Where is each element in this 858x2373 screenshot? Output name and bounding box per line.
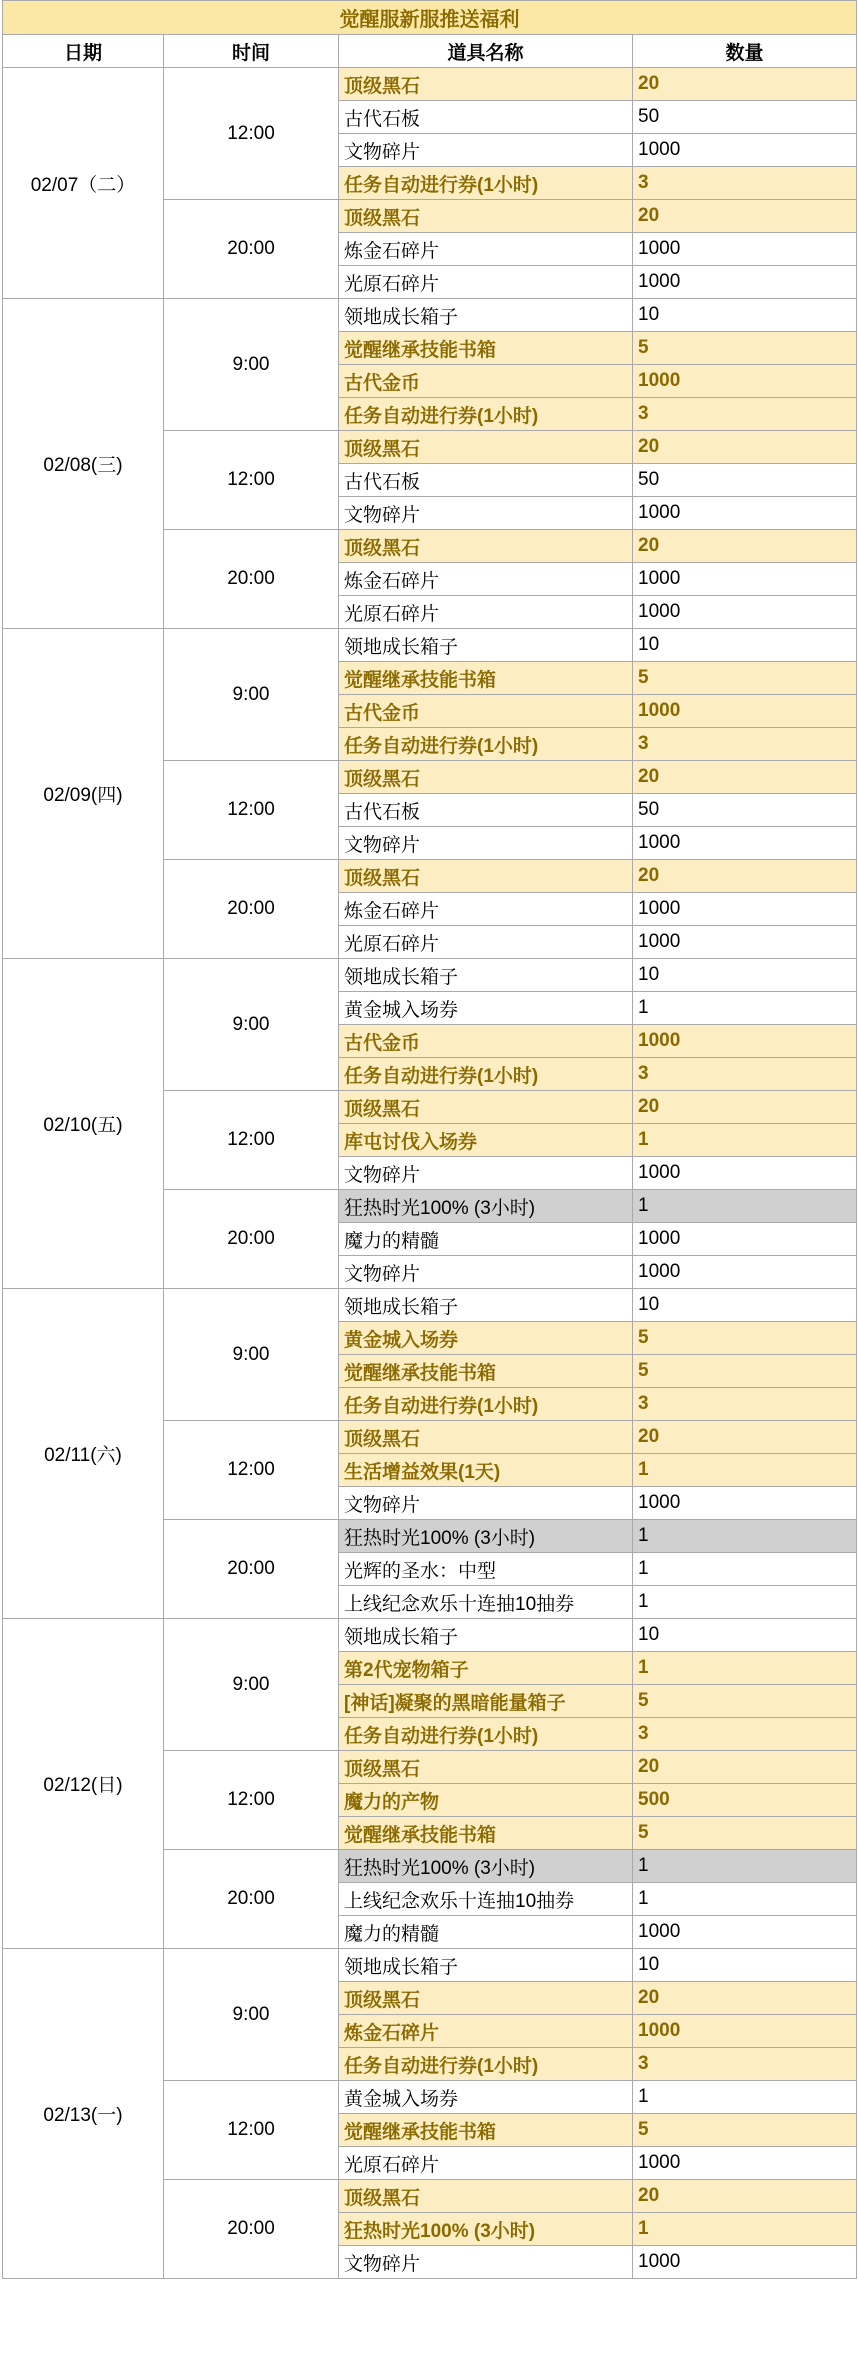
item-qty-cell: 5	[633, 332, 857, 365]
item-qty-cell: 1000	[633, 1223, 857, 1256]
item-name-cell: 领地成长箱子	[339, 629, 633, 662]
item-name-cell: 顶级黑石	[339, 2180, 633, 2213]
item-name-cell: 顶级黑石	[339, 860, 633, 893]
item-qty-cell: 50	[633, 464, 857, 497]
item-qty-cell: 5	[633, 662, 857, 695]
item-name-cell: 任务自动进行券(1小时)	[339, 398, 633, 431]
rewards-table	[2, 0, 857, 2279]
item-qty-cell: 3	[633, 1388, 857, 1421]
date-cell: 02/09(四)	[3, 629, 164, 959]
item-name-cell: 狂热时光100% (3小时)	[339, 1520, 633, 1553]
item-name-cell: 任务自动进行券(1小时)	[339, 167, 633, 200]
item-name-cell: 狂热时光100% (3小时)	[339, 1850, 633, 1883]
date-cell: 02/11(六)	[3, 1289, 164, 1619]
item-name-cell: 魔力的精髓	[339, 1916, 633, 1949]
time-cell: 12:00	[164, 1751, 339, 1850]
item-name-cell: 文物碎片	[339, 1487, 633, 1520]
item-qty-cell: 1000	[633, 926, 857, 959]
item-qty-cell: 1	[633, 1586, 857, 1619]
date-cell: 02/12(日)	[3, 1619, 164, 1949]
item-qty-cell: 1000	[633, 497, 857, 530]
item-qty-cell: 5	[633, 1355, 857, 1388]
item-name-cell: 顶级黑石	[339, 1421, 633, 1454]
item-name-cell: 炼金石碎片	[339, 893, 633, 926]
item-qty-cell: 1	[633, 1850, 857, 1883]
item-name-cell: 任务自动进行券(1小时)	[339, 1058, 633, 1091]
item-qty-cell: 3	[633, 2048, 857, 2081]
item-qty-cell: 1000	[633, 2147, 857, 2180]
date-cell: 02/07（二）	[3, 68, 164, 299]
item-name-cell: 觉醒继承技能书箱	[339, 1817, 633, 1850]
time-cell: 12:00	[164, 68, 339, 200]
table-row	[3, 629, 857, 662]
item-qty-cell: 1000	[633, 134, 857, 167]
time-cell: 9:00	[164, 959, 339, 1091]
item-name-cell: 顶级黑石	[339, 1751, 633, 1784]
item-name-cell: 古代石板	[339, 794, 633, 827]
item-qty-cell: 3	[633, 167, 857, 200]
item-qty-cell: 20	[633, 68, 857, 101]
item-name-cell: 文物碎片	[339, 2246, 633, 2279]
time-cell: 20:00	[164, 1850, 339, 1949]
time-cell: 12:00	[164, 1421, 339, 1520]
item-name-cell: 觉醒继承技能书箱	[339, 1355, 633, 1388]
time-cell: 9:00	[164, 1619, 339, 1751]
item-name-cell: 顶级黑石	[339, 1982, 633, 2015]
item-qty-cell: 50	[633, 101, 857, 134]
item-name-cell: 任务自动进行券(1小时)	[339, 1718, 633, 1751]
item-name-cell: 觉醒继承技能书箱	[339, 332, 633, 365]
item-qty-cell: 20	[633, 431, 857, 464]
item-name-cell: 顶级黑石	[339, 431, 633, 464]
item-name-cell: [神话]凝聚的黑暗能量箱子	[339, 1685, 633, 1718]
item-qty-cell: 1000	[633, 1916, 857, 1949]
item-qty-cell: 3	[633, 728, 857, 761]
item-qty-cell: 5	[633, 1322, 857, 1355]
item-qty-cell: 1000	[633, 365, 857, 398]
item-name-cell: 古代石板	[339, 464, 633, 497]
item-name-cell: 狂热时光100% (3小时)	[339, 2213, 633, 2246]
item-qty-cell: 1000	[633, 1487, 857, 1520]
item-qty-cell: 20	[633, 1091, 857, 1124]
item-name-cell: 上线纪念欢乐十连抽10抽券	[339, 1586, 633, 1619]
item-name-cell: 光原石碎片	[339, 266, 633, 299]
header-time: 时间	[164, 35, 339, 68]
item-qty-cell: 1000	[633, 2246, 857, 2279]
title-row	[3, 1, 857, 35]
item-qty-cell: 1000	[633, 266, 857, 299]
item-name-cell: 古代石板	[339, 101, 633, 134]
time-cell: 9:00	[164, 1289, 339, 1421]
item-qty-cell: 5	[633, 1817, 857, 1850]
item-qty-cell: 3	[633, 1058, 857, 1091]
item-qty-cell: 5	[633, 1685, 857, 1718]
date-cell: 02/13(一)	[3, 1949, 164, 2279]
date-cell: 02/10(五)	[3, 959, 164, 1289]
table-row	[3, 299, 857, 332]
item-name-cell: 文物碎片	[339, 497, 633, 530]
item-name-cell: 狂热时光100% (3小时)	[339, 1190, 633, 1223]
item-name-cell: 光原石碎片	[339, 2147, 633, 2180]
item-qty-cell: 5	[633, 2114, 857, 2147]
item-qty-cell: 20	[633, 1421, 857, 1454]
item-name-cell: 顶级黑石	[339, 761, 633, 794]
table-row	[3, 959, 857, 992]
header-item: 道具名称	[339, 35, 633, 68]
item-qty-cell: 1000	[633, 233, 857, 266]
item-name-cell: 顶级黑石	[339, 1091, 633, 1124]
item-name-cell: 文物碎片	[339, 1157, 633, 1190]
item-qty-cell: 1000	[633, 695, 857, 728]
item-name-cell: 黄金城入场券	[339, 1322, 633, 1355]
item-qty-cell: 1	[633, 1883, 857, 1916]
item-qty-cell: 1	[633, 992, 857, 1025]
item-qty-cell: 1000	[633, 893, 857, 926]
table-title: 觉醒服新服推送福利	[3, 1, 857, 35]
time-cell: 20:00	[164, 1190, 339, 1289]
item-name-cell: 黄金城入场券	[339, 992, 633, 1025]
item-name-cell: 魔力的精髓	[339, 1223, 633, 1256]
item-qty-cell: 20	[633, 1982, 857, 2015]
item-qty-cell: 1	[633, 1652, 857, 1685]
item-name-cell: 黄金城入场券	[339, 2081, 633, 2114]
item-qty-cell: 1000	[633, 1025, 857, 1058]
item-name-cell: 领地成长箱子	[339, 1949, 633, 1982]
table-row	[3, 1949, 857, 1982]
item-name-cell: 领地成长箱子	[339, 959, 633, 992]
item-name-cell: 任务自动进行券(1小时)	[339, 2048, 633, 2081]
item-name-cell: 领地成长箱子	[339, 1289, 633, 1322]
item-name-cell: 顶级黑石	[339, 68, 633, 101]
item-qty-cell: 1	[633, 2213, 857, 2246]
item-name-cell: 任务自动进行券(1小时)	[339, 728, 633, 761]
item-name-cell: 炼金石碎片	[339, 2015, 633, 2048]
item-name-cell: 生活增益效果(1天)	[339, 1454, 633, 1487]
time-cell: 9:00	[164, 299, 339, 431]
item-name-cell: 库屯讨伐入场券	[339, 1124, 633, 1157]
item-qty-cell: 20	[633, 1751, 857, 1784]
item-qty-cell: 1000	[633, 596, 857, 629]
item-qty-cell: 1	[633, 2081, 857, 2114]
item-qty-cell: 3	[633, 398, 857, 431]
item-qty-cell: 10	[633, 629, 857, 662]
header-qty: 数量	[633, 35, 857, 68]
time-cell: 20:00	[164, 530, 339, 629]
table-row	[3, 1289, 857, 1322]
item-name-cell: 魔力的产物	[339, 1784, 633, 1817]
table-body	[3, 68, 857, 2279]
item-name-cell: 任务自动进行券(1小时)	[339, 1388, 633, 1421]
item-qty-cell: 3	[633, 1718, 857, 1751]
item-name-cell: 顶级黑石	[339, 530, 633, 563]
item-name-cell: 古代金币	[339, 365, 633, 398]
time-cell: 9:00	[164, 629, 339, 761]
item-qty-cell: 1	[633, 1553, 857, 1586]
item-name-cell: 顶级黑石	[339, 200, 633, 233]
item-qty-cell: 20	[633, 761, 857, 794]
time-cell: 9:00	[164, 1949, 339, 2081]
item-qty-cell: 10	[633, 299, 857, 332]
time-cell: 20:00	[164, 1520, 339, 1619]
item-name-cell: 光辉的圣水：中型	[339, 1553, 633, 1586]
time-cell: 20:00	[164, 860, 339, 959]
item-qty-cell: 20	[633, 200, 857, 233]
item-qty-cell: 10	[633, 959, 857, 992]
item-name-cell: 光原石碎片	[339, 926, 633, 959]
item-qty-cell: 1000	[633, 1157, 857, 1190]
item-name-cell: 文物碎片	[339, 134, 633, 167]
header-date: 日期	[3, 35, 164, 68]
item-name-cell: 炼金石碎片	[339, 563, 633, 596]
item-qty-cell: 1	[633, 1520, 857, 1553]
date-cell: 02/08(三)	[3, 299, 164, 629]
item-qty-cell: 1000	[633, 1256, 857, 1289]
table-row	[3, 68, 857, 101]
item-qty-cell: 1	[633, 1454, 857, 1487]
time-cell: 12:00	[164, 2081, 339, 2180]
item-qty-cell: 1000	[633, 563, 857, 596]
time-cell: 12:00	[164, 1091, 339, 1190]
item-name-cell: 觉醒继承技能书箱	[339, 662, 633, 695]
item-name-cell: 文物碎片	[339, 827, 633, 860]
item-qty-cell: 1	[633, 1190, 857, 1223]
item-qty-cell: 20	[633, 2180, 857, 2213]
item-name-cell: 上线纪念欢乐十连抽10抽券	[339, 1883, 633, 1916]
time-cell: 20:00	[164, 2180, 339, 2279]
item-name-cell: 领地成长箱子	[339, 299, 633, 332]
item-qty-cell: 500	[633, 1784, 857, 1817]
time-cell: 12:00	[164, 431, 339, 530]
table-row	[3, 1619, 857, 1652]
item-name-cell: 炼金石碎片	[339, 233, 633, 266]
item-qty-cell: 50	[633, 794, 857, 827]
item-name-cell: 古代金币	[339, 695, 633, 728]
item-qty-cell: 1000	[633, 827, 857, 860]
item-name-cell: 古代金币	[339, 1025, 633, 1058]
item-qty-cell: 20	[633, 860, 857, 893]
item-qty-cell: 20	[633, 530, 857, 563]
item-name-cell: 第2代宠物箱子	[339, 1652, 633, 1685]
item-name-cell: 领地成长箱子	[339, 1619, 633, 1652]
item-qty-cell: 1000	[633, 2015, 857, 2048]
item-name-cell: 光原石碎片	[339, 596, 633, 629]
item-qty-cell: 10	[633, 1289, 857, 1322]
item-qty-cell: 1	[633, 1124, 857, 1157]
time-cell: 12:00	[164, 761, 339, 860]
item-qty-cell: 10	[633, 1949, 857, 1982]
header-row	[3, 35, 857, 68]
time-cell: 20:00	[164, 200, 339, 299]
item-qty-cell: 10	[633, 1619, 857, 1652]
item-name-cell: 文物碎片	[339, 1256, 633, 1289]
item-name-cell: 觉醒继承技能书箱	[339, 2114, 633, 2147]
